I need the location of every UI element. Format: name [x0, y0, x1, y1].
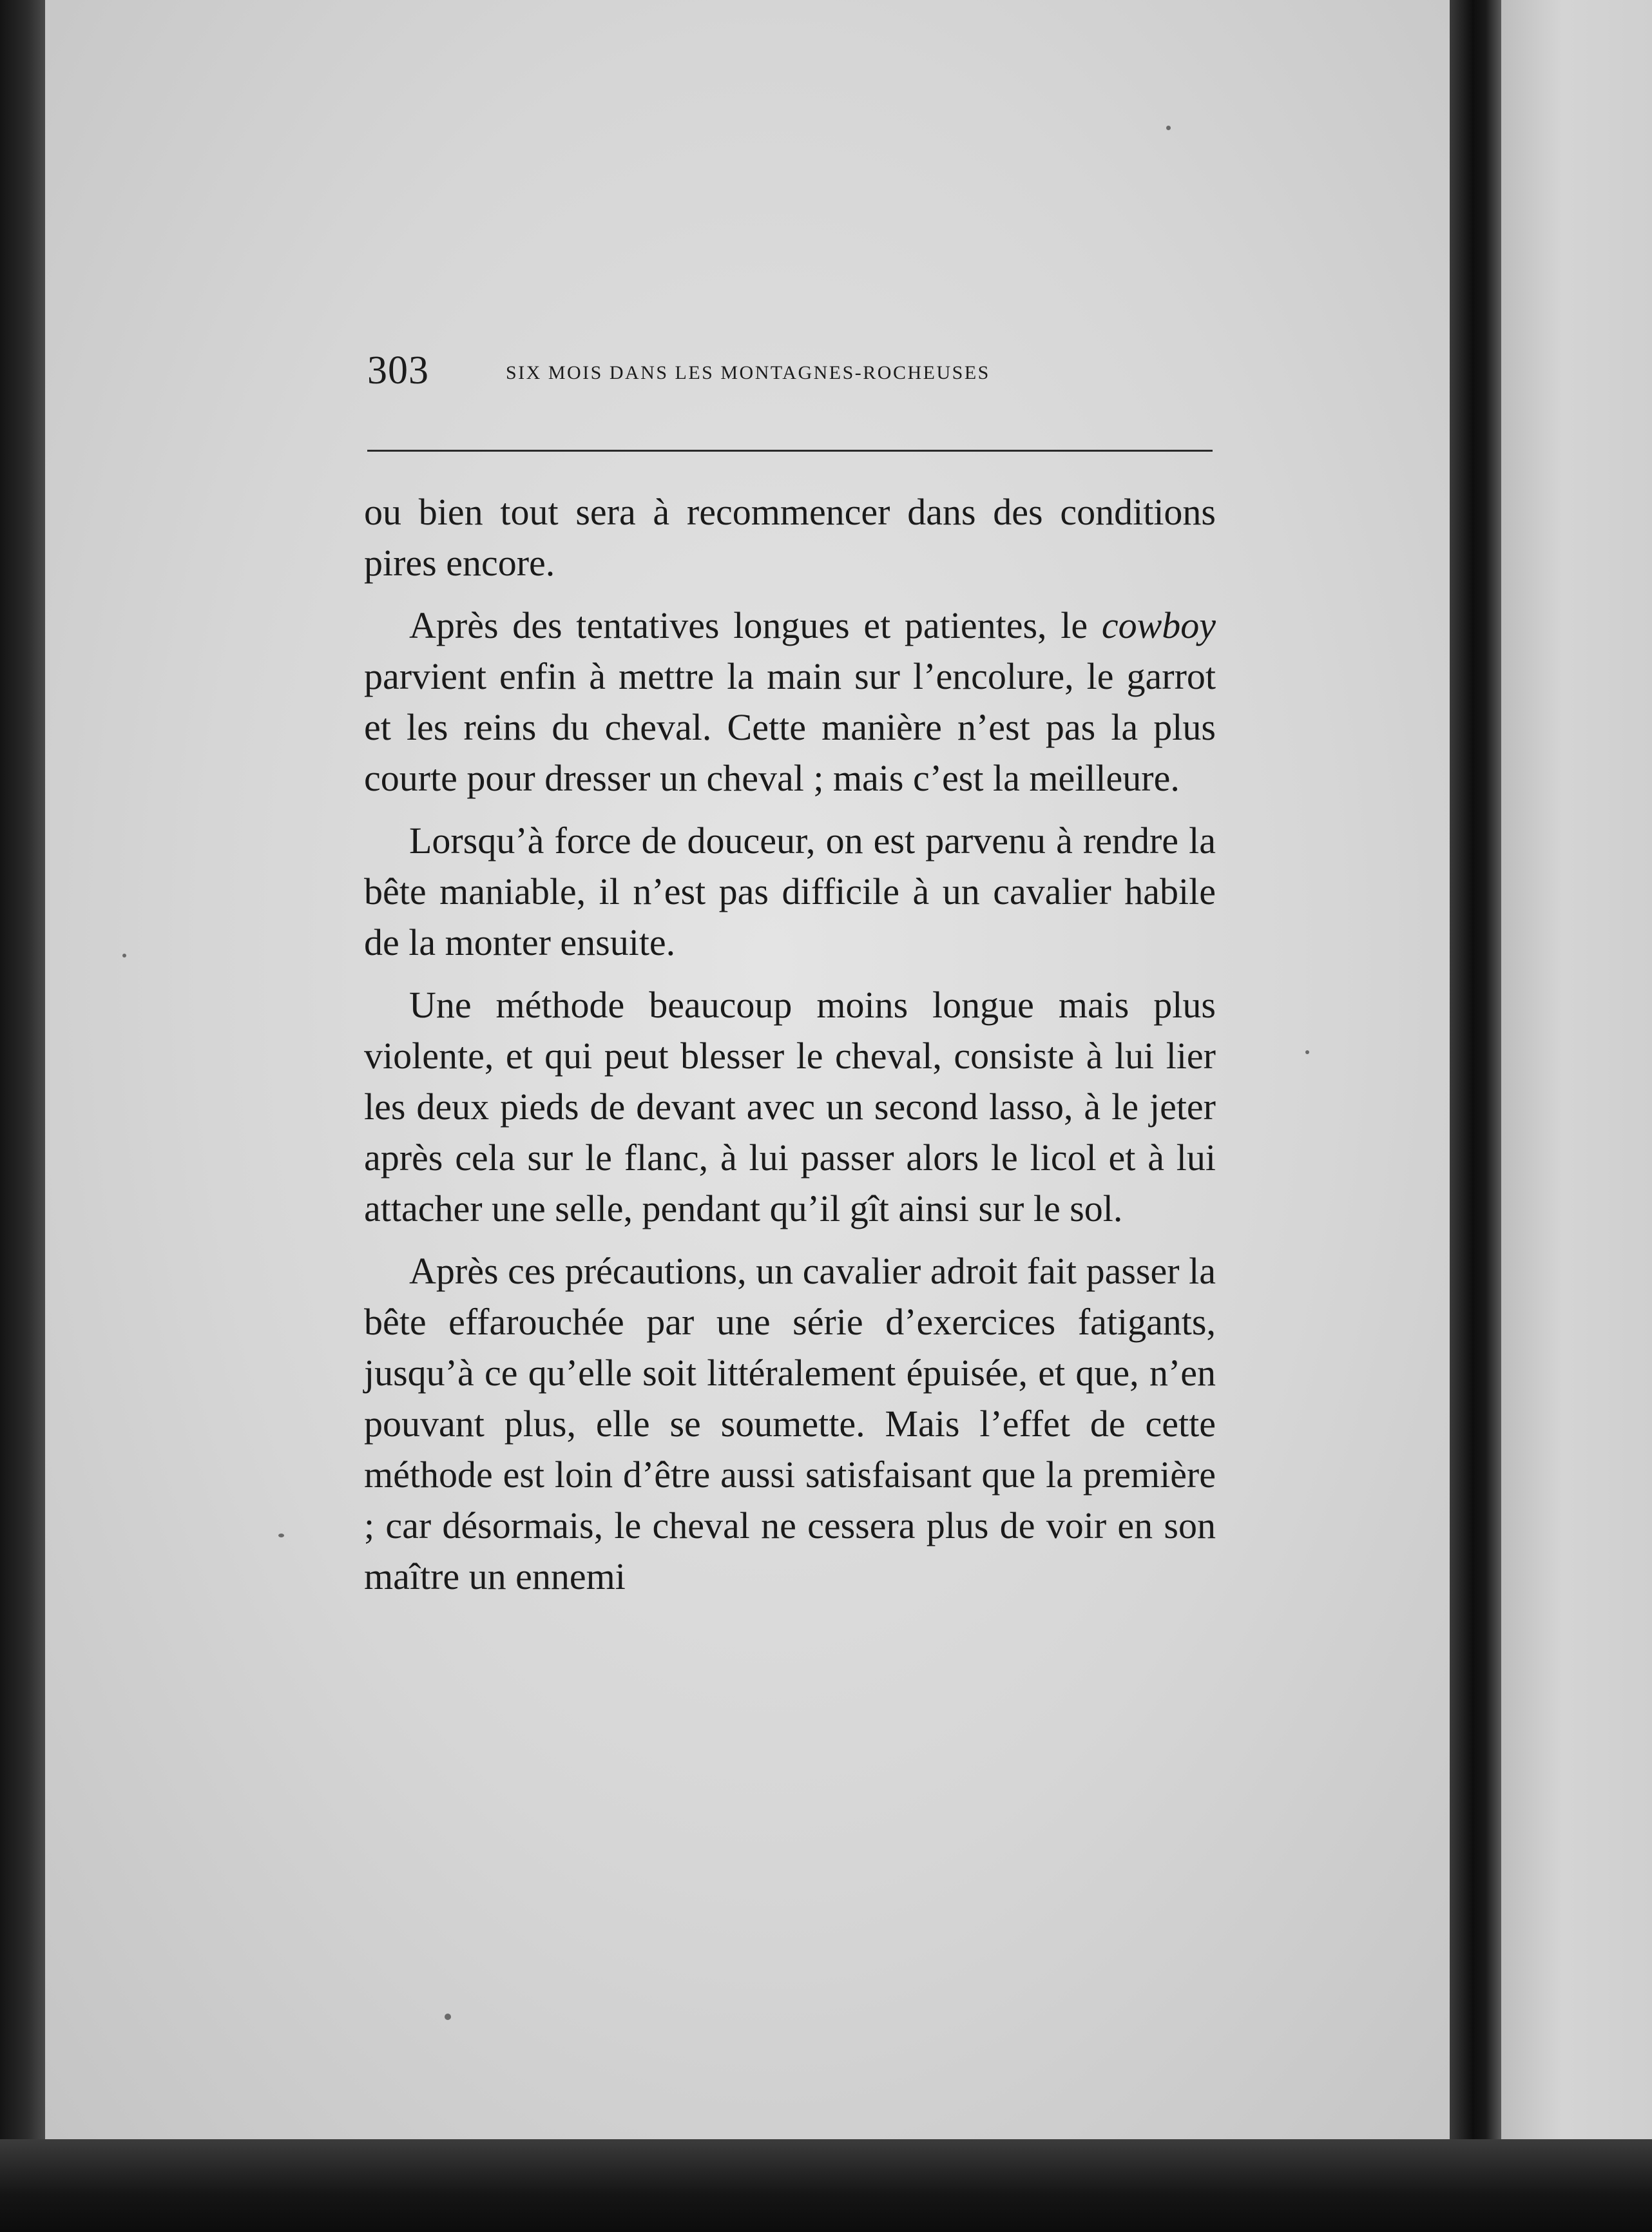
- paragraph: Une méthode beaucoup moins longue mais plus violente, et qui peut blesser le cheval, consiste à lui lier les deux pieds de devant avec un second lasso, à le jeter après cela sur le flanc, à lui passer alors le licol et à lui attacher une selle, pendant qu’il gît ainsi sur le sol.: [364, 984, 1216, 1229]
- dust-speck: [1305, 1050, 1309, 1054]
- left-page-edge: [0, 0, 45, 2232]
- bottom-scan-edge: [0, 2139, 1652, 2232]
- paragraph-text: Après des tentatives longues et patientes, le: [409, 604, 1102, 646]
- dust-speck: [445, 2014, 451, 2020]
- header-rule: [367, 450, 1213, 452]
- paragraph: [364, 600, 1216, 803]
- dust-speck: [122, 954, 126, 957]
- paragraph: ou bien tout sera à recommencer dans des conditions pires encore.: [364, 491, 1216, 584]
- page-header: [367, 348, 1211, 393]
- paragraph: Lorsqu’à force de douceur, on est parvenu à rendre la bête maniable, il n’est pas difficile à un cavalier habile de la monter ensuite.: [364, 820, 1216, 963]
- dust-speck: [278, 1534, 284, 1537]
- facing-page-edge: [1501, 0, 1652, 2139]
- body-text: [364, 486, 1216, 1613]
- paragraph-text: parvient enfin à mettre la main sur l’encolure, le garrot et les reins du cheval. Cette manière n’est pas la plus courte pour dresser un cheval ; mais c’est la meilleure.: [364, 655, 1216, 799]
- running-head: SIX MOIS DANS LES MONTAGNES-ROCHEUSES: [506, 362, 990, 383]
- paragraph: Après ces précautions, un cavalier adroit fait passer la bête effarouchée par une série d’exercices fatigants, jusqu’à ce qu’elle soit littéralement épuisée, et que, n’en pouvant plus, elle se soumette. Mais l’effet de cette méthode est loin d’être aussi satisfaisant que la première ; car désormais, le cheval ne cessera plus de voir en son maître un ennemi: [364, 1250, 1216, 1597]
- book-gutter: [1450, 0, 1501, 2232]
- italic-term: cowboy: [1101, 604, 1216, 646]
- dust-speck: [1166, 126, 1171, 130]
- page-number: 303: [367, 349, 429, 392]
